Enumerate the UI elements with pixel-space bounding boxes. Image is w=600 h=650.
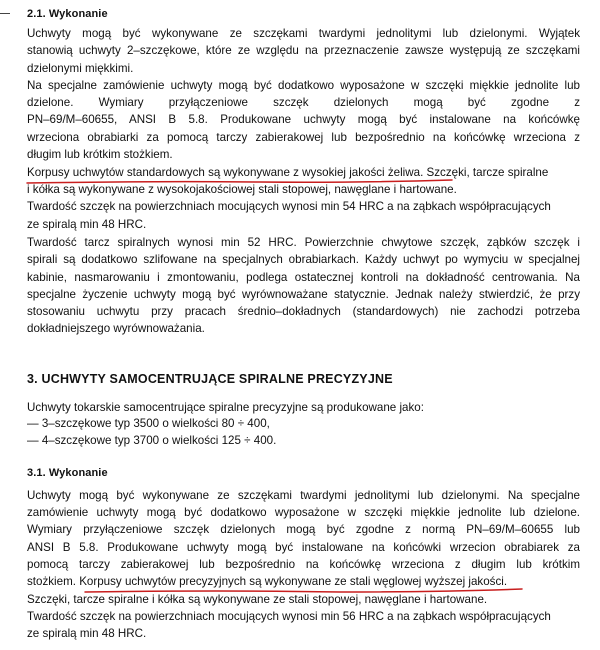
section-2-1-line-9 <box>27 166 548 180</box>
section-3-item-1: — 3–szczękowe typ 3500 o wielkości 80 ÷ 400, <box>27 417 270 430</box>
section-2-1-line-9-rest: Szczęki, tarcze spiralne <box>423 166 549 179</box>
section-2-1-line-10: i kółka są wykonywane z wysokojakościowej stali stopowej, nawęglane i hartowane. <box>27 183 457 196</box>
section-3-intro: Uchwyty tokarskie samocentrujące spiralne precyzyjne są produkowane jako: <box>27 401 424 414</box>
section-2-1-line-11: Twardość szczęk na powierzchniach mocujących wynosi min 54 HRC a na ząbkach współpracujących <box>27 200 551 213</box>
underline-precision-steel <box>85 589 522 592</box>
section-3-item-2: — 4–szczękowe typ 3700 o wielkości 125 ÷ 400. <box>27 434 277 447</box>
section-2-1-line-12: ze spiralą min 48 HRC. <box>27 218 147 231</box>
section-2-1-line-5: dzielone. Wymiary przyłączeniowe szczęk dzielonych mogą być zgodne z <box>27 96 580 109</box>
section-3-1-line-1: Uchwyty mogą być wykonywane ze szczękami twardymi jednolitymi lub dzielonymi. Na specjalne <box>27 489 580 502</box>
section-2-1-line-14: spirali są dodatkowo szlifowane na specjalnych obrabiarkach. Każdy uchwyt po wymyciu w specjalnej <box>27 253 580 266</box>
section-2-1-line-6: PN–69/M–60655, ANSI B 5.8. Produkowane uchwyty mogą być instalowane na końcówkę <box>27 113 580 126</box>
margin-rule <box>0 13 10 14</box>
section-2-1-line-3: dzielonymi miękkimi. <box>27 62 134 75</box>
section-2-1-heading: 2.1. Wykonanie <box>27 8 108 20</box>
section-3-1-heading: 3.1. Wykonanie <box>27 467 108 479</box>
section-3-1-line-7: Szczęki, tarcze spiralne i kółka są wykonywane ze stali stopowej, nawęglane i hartowane. <box>27 593 488 606</box>
section-2-1-line-4: Na specjalne zamówienie uchwyty mogą być dodatkowo wyposażone w szczęki miękkie jednolite lub <box>27 79 580 92</box>
section-3-1-line-9: ze spiralą min 48 HRC. <box>27 627 147 640</box>
section-2-1-line-7: wrzeciona obrabiarki za pomocą tarczy zabierakowej lub bezpośrednio na końcówkę wrzeciona z <box>27 131 580 144</box>
section-3-1-line-6-start: stożkiem. <box>27 575 80 588</box>
section-3-1-line-5: pomocą tarczy zabierakowej lub bezpośrednio na końcówkę wrzeciona z długim lub krótkim <box>27 558 580 571</box>
section-2-1-line-13: Twardość tarcz spiralnych wynosi min 52 HRC. Powierzchnie chwytowe szczęk, ząbków szczęk i <box>27 236 580 249</box>
section-2-1-line-16: specjalne życzenie uchwyty mogą być wyrównoważane statycznie. Jednak należy stwierdzić, że przy <box>27 288 580 301</box>
section-3-1-line-6 <box>27 575 507 589</box>
highlighted-sentence-standard: Korpusy uchwytów standardowych są wykonywane z wysokiej jakości żeliwa. <box>27 166 424 179</box>
section-2-1-line-17: stosowaniu uchwytu przy pracach średnio–dokładnych (standardowych) nie zachodzi potrzeba <box>27 305 580 318</box>
section-2-1-line-1: Uchwyty mogą być wykonywane ze szczękami twardymi jednolitymi lub dzielonymi. Wyjątek <box>27 27 580 40</box>
highlighted-sentence-precision: Korpusy uchwytów precyzyjnych są wykonywane ze stali węglowej wyższej jakości. <box>79 575 508 588</box>
section-3-heading: 3. UCHWYTY SAMOCENTRUJĄCE SPIRALNE PRECYZYJNE <box>27 372 393 386</box>
section-2-1-line-15: kabinie, nasmarowaniu i zmontowaniu, podlega ostatecznej kontroli na dokładność centrowania. Na <box>27 271 580 284</box>
section-3-1-line-4: ANSI B 5.8. Produkowane uchwyty mogą być instalowane na końcówki wrzecion obrabiarek za <box>27 541 580 554</box>
section-3-1-line-2: zamówienie uchwyty mogą być dodatkowo wyposażone w szczęki miękkie jednolite lub dzielone. <box>27 506 580 519</box>
section-3-1-line-8: Twardość szczęk na powierzchniach mocujących wynosi min 56 HRC a na ząbkach współpracujących <box>27 610 551 623</box>
section-3-1-line-3: Wymiary przyłączeniowe szczęk dzielonych mogą być zgodne z normą PN–69/M–60655 lub <box>27 523 580 536</box>
section-2-1-line-2: stanowią uchwyty 2–szczękowe, które ze względu na przeznaczenie zawsze występują ze szczękami <box>27 44 580 57</box>
section-2-1-line-18: dokładniejszego wyrównoważania. <box>27 322 205 335</box>
section-2-1-line-8: długim lub krótkim stożkiem. <box>27 148 173 161</box>
